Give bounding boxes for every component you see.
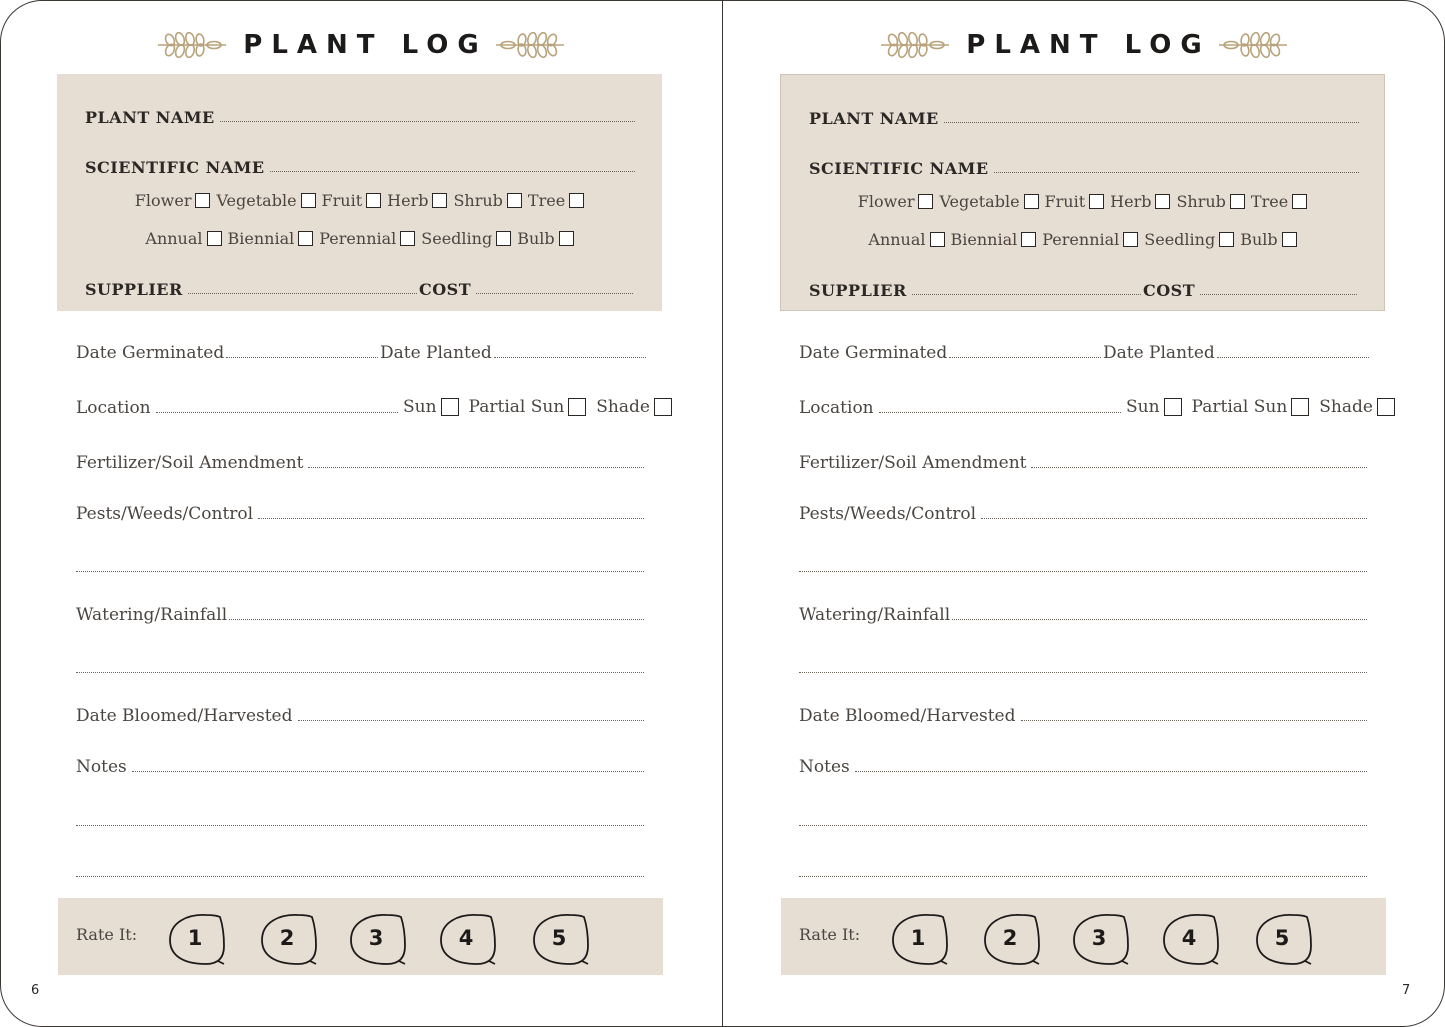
option-biennial[interactable] <box>228 229 314 248</box>
plant-name-field[interactable] <box>85 108 635 127</box>
checkbox[interactable] <box>400 231 415 246</box>
checkbox[interactable] <box>1024 194 1039 209</box>
checkbox[interactable] <box>507 193 522 208</box>
option-label: Flower <box>134 191 192 210</box>
option-flower[interactable] <box>858 192 934 211</box>
page-title <box>723 30 1445 70</box>
date-germinated-label: Date Germinated <box>799 343 948 363</box>
write-line[interactable] <box>799 875 1367 877</box>
option-vegetable[interactable] <box>216 191 315 210</box>
option-label: Bulb <box>1240 230 1278 249</box>
notes-field[interactable] <box>76 757 644 777</box>
option-label: Tree <box>1250 192 1289 211</box>
option-fruit[interactable] <box>322 191 382 210</box>
write-line[interactable] <box>308 466 644 468</box>
option-label: Annual <box>868 230 926 249</box>
write-line[interactable] <box>76 824 644 826</box>
write-line[interactable] <box>799 570 1367 572</box>
date-planted-field[interactable] <box>380 343 646 363</box>
write-line[interactable] <box>188 292 417 294</box>
rating-value: 1 <box>910 926 926 950</box>
page-number: 6 <box>31 983 40 998</box>
rating-leaf-5[interactable] <box>1253 912 1315 966</box>
write-line[interactable] <box>76 671 644 673</box>
option-label: Biennial <box>950 230 1018 249</box>
option-shade[interactable] <box>596 397 672 417</box>
date-germinated-field[interactable] <box>76 343 378 363</box>
write-line[interactable] <box>1031 466 1367 468</box>
laurel-sprig-icon <box>494 31 566 59</box>
bloomed-field[interactable] <box>76 706 644 726</box>
checkbox[interactable] <box>1089 194 1104 209</box>
title-text: PLANT LOG <box>966 30 1211 60</box>
option-annual[interactable] <box>145 229 221 248</box>
option-label: Vegetable <box>216 191 297 210</box>
option-label: Seedling <box>1144 230 1216 249</box>
write-line[interactable] <box>132 770 644 772</box>
rating-leaf-1[interactable] <box>166 912 228 966</box>
checkbox[interactable] <box>1282 232 1297 247</box>
date-planted-label: Date Planted <box>1103 343 1215 363</box>
watering-field[interactable] <box>799 605 1367 625</box>
rating-panel <box>781 898 1386 975</box>
watering-field[interactable] <box>76 605 644 625</box>
date-planted-label: Date Planted <box>380 343 492 363</box>
checkbox[interactable] <box>559 231 574 246</box>
option-bulb[interactable] <box>1240 230 1296 249</box>
write-line[interactable] <box>949 356 1101 358</box>
option-label: Vegetable <box>939 192 1020 211</box>
write-line[interactable] <box>156 411 398 413</box>
option-label: Shade <box>596 397 650 417</box>
option-label: Perennial <box>1042 230 1120 249</box>
plant-type-options <box>781 192 1384 211</box>
checkbox[interactable] <box>432 193 447 208</box>
write-line[interactable] <box>76 570 644 572</box>
checkbox[interactable] <box>207 231 222 246</box>
checkbox[interactable] <box>918 194 933 209</box>
rating-value: 3 <box>368 926 384 950</box>
option-label: Herb <box>387 191 429 210</box>
rating-value: 4 <box>458 926 474 950</box>
rating-value: 2 <box>279 926 295 950</box>
pests-label: Pests/Weeds/Control <box>76 504 254 524</box>
option-shrub[interactable] <box>453 191 521 210</box>
rating-leaf-1[interactable] <box>889 912 951 966</box>
option-label: Shrub <box>453 191 503 210</box>
option-label: Annual <box>145 229 203 248</box>
option-label: Seedling <box>421 229 493 248</box>
write-line[interactable] <box>258 517 644 519</box>
rating-label: Rate It: <box>799 925 861 944</box>
option-label: Fruit <box>321 191 363 210</box>
location-label: Location <box>799 398 874 418</box>
option-label: Biennial <box>227 229 295 248</box>
checkbox[interactable] <box>1377 398 1395 416</box>
title-text: PLANT LOG <box>243 30 488 60</box>
rating-leaf-2[interactable] <box>981 912 1043 966</box>
supplier-field[interactable] <box>85 280 417 299</box>
bloomed-label: Date Bloomed/Harvested <box>799 706 1016 726</box>
rating-leaf-3[interactable] <box>347 912 409 966</box>
write-line[interactable] <box>220 120 635 122</box>
cost-label: COST <box>1143 281 1196 300</box>
scientific-name-label: SCIENTIFIC NAME <box>809 159 989 178</box>
write-line[interactable] <box>855 770 1367 772</box>
supplier-field[interactable] <box>809 281 1141 300</box>
notes-label: Notes <box>76 757 127 777</box>
plant-header-panel <box>57 74 662 311</box>
lifecycle-options <box>57 229 662 248</box>
write-line[interactable] <box>879 411 1121 413</box>
cost-label: COST <box>419 280 472 299</box>
checkbox[interactable] <box>1230 194 1245 209</box>
option-tree[interactable] <box>1251 192 1307 211</box>
rating-panel <box>58 898 663 975</box>
checkbox[interactable] <box>930 232 945 247</box>
supplier-label: SUPPLIER <box>809 281 907 300</box>
write-line[interactable] <box>494 356 646 358</box>
laurel-sprig-icon <box>879 31 951 59</box>
option-label: Fruit <box>1044 192 1086 211</box>
bloomed-field[interactable] <box>799 706 1367 726</box>
option-annual[interactable] <box>868 230 944 249</box>
rating-value: 5 <box>1274 926 1290 950</box>
rating-value: 1 <box>187 926 203 950</box>
write-line[interactable] <box>229 618 644 620</box>
fertilizer-field[interactable] <box>799 453 1367 473</box>
rating-value: 3 <box>1091 926 1107 950</box>
option-label: Sun <box>1126 397 1160 417</box>
checkbox[interactable] <box>1219 232 1234 247</box>
checkbox[interactable] <box>1123 232 1138 247</box>
option-herb[interactable] <box>387 191 447 210</box>
scientific-name-label: SCIENTIFIC NAME <box>85 158 265 177</box>
option-seedling[interactable] <box>1144 230 1234 249</box>
page-left <box>0 0 722 1027</box>
write-line[interactable] <box>944 121 1359 123</box>
page-title <box>0 30 722 70</box>
pests-label: Pests/Weeds/Control <box>799 504 977 524</box>
bloomed-label: Date Bloomed/Harvested <box>76 706 293 726</box>
checkbox[interactable] <box>1021 232 1036 247</box>
pests-field[interactable] <box>76 504 644 524</box>
option-label: Bulb <box>517 229 555 248</box>
checkbox[interactable] <box>568 398 586 416</box>
write-line[interactable] <box>1217 356 1369 358</box>
checkbox[interactable] <box>366 193 381 208</box>
fertilizer-field[interactable] <box>76 453 644 473</box>
write-line[interactable] <box>476 292 633 294</box>
write-line[interactable] <box>799 671 1367 673</box>
plant-name-field[interactable] <box>809 109 1359 128</box>
rating-leaf-2[interactable] <box>258 912 320 966</box>
write-line[interactable] <box>799 824 1367 826</box>
option-bulb[interactable] <box>517 229 573 248</box>
notes-label: Notes <box>799 757 850 777</box>
option-label: Perennial <box>319 229 397 248</box>
watering-label: Watering/Rainfall <box>76 605 228 625</box>
write-line[interactable] <box>1200 293 1357 295</box>
rating-value: 5 <box>551 926 567 950</box>
write-line[interactable] <box>994 171 1359 173</box>
option-seedling[interactable] <box>421 229 511 248</box>
checkbox[interactable] <box>1155 194 1170 209</box>
option-herb[interactable] <box>1110 192 1170 211</box>
write-line[interactable] <box>1021 719 1367 721</box>
option-sun[interactable] <box>1126 397 1182 417</box>
fertilizer-label: Fertilizer/Soil Amendment <box>799 453 1027 473</box>
laurel-sprig-icon <box>156 31 228 59</box>
write-line[interactable] <box>981 517 1367 519</box>
checkbox[interactable] <box>301 193 316 208</box>
sun-exposure-options <box>403 397 672 417</box>
write-line[interactable] <box>298 719 644 721</box>
watering-label: Watering/Rainfall <box>799 605 951 625</box>
option-label: Herb <box>1110 192 1152 211</box>
page-number: 7 <box>1402 983 1411 998</box>
notes-field[interactable] <box>799 757 1367 777</box>
fertilizer-label: Fertilizer/Soil Amendment <box>76 453 304 473</box>
option-shade[interactable] <box>1319 397 1395 417</box>
checkbox[interactable] <box>1164 398 1182 416</box>
scientific-name-field[interactable] <box>809 159 1359 178</box>
option-partial-sun[interactable] <box>469 397 587 417</box>
option-vegetable[interactable] <box>939 192 1038 211</box>
option-perennial[interactable] <box>319 229 415 248</box>
rating-value: 4 <box>1181 926 1197 950</box>
laurel-sprig-icon <box>1217 31 1289 59</box>
location-label: Location <box>76 398 151 418</box>
option-sun[interactable] <box>403 397 459 417</box>
option-label: Tree <box>527 191 566 210</box>
checkbox[interactable] <box>195 193 210 208</box>
write-line[interactable] <box>270 170 635 172</box>
sun-exposure-options <box>1126 397 1395 417</box>
plant-name-label: PLANT NAME <box>85 108 215 127</box>
option-flower[interactable] <box>135 191 211 210</box>
rating-leaf-3[interactable] <box>1070 912 1132 966</box>
plant-name-label: PLANT NAME <box>809 109 939 128</box>
option-label: Partial Sun <box>1191 397 1288 417</box>
cost-field[interactable] <box>1143 281 1357 300</box>
date-germinated-field[interactable] <box>799 343 1101 363</box>
write-line[interactable] <box>226 356 378 358</box>
checkbox[interactable] <box>1291 398 1309 416</box>
option-tree[interactable] <box>528 191 584 210</box>
checkbox[interactable] <box>1292 194 1307 209</box>
option-label: Partial Sun <box>468 397 565 417</box>
rating-value: 2 <box>1002 926 1018 950</box>
cost-field[interactable] <box>419 280 633 299</box>
option-label: Shade <box>1319 397 1373 417</box>
rating-leaf-4[interactable] <box>1160 912 1222 966</box>
write-line[interactable] <box>76 875 644 877</box>
plant-header-panel <box>780 74 1385 311</box>
location-field[interactable] <box>799 398 1121 418</box>
option-label: Flower <box>857 192 915 211</box>
option-shrub[interactable] <box>1176 192 1244 211</box>
rating-leaf-5[interactable] <box>530 912 592 966</box>
option-biennial[interactable] <box>951 230 1037 249</box>
scientific-name-field[interactable] <box>85 158 635 177</box>
location-field[interactable] <box>76 398 398 418</box>
option-perennial[interactable] <box>1042 230 1138 249</box>
checkbox[interactable] <box>654 398 672 416</box>
date-planted-field[interactable] <box>1103 343 1369 363</box>
option-label: Sun <box>403 397 437 417</box>
checkbox[interactable] <box>298 231 313 246</box>
option-label: Shrub <box>1176 192 1226 211</box>
option-fruit[interactable] <box>1045 192 1105 211</box>
rating-leaf-4[interactable] <box>437 912 499 966</box>
write-line[interactable] <box>912 293 1141 295</box>
checkbox[interactable] <box>441 398 459 416</box>
option-partial-sun[interactable] <box>1192 397 1310 417</box>
checkbox[interactable] <box>496 231 511 246</box>
plant-type-options <box>57 191 662 210</box>
date-germinated-label: Date Germinated <box>76 343 225 363</box>
write-line[interactable] <box>952 618 1367 620</box>
pests-field[interactable] <box>799 504 1367 524</box>
lifecycle-options <box>781 230 1384 249</box>
rating-label: Rate It: <box>76 925 138 944</box>
page-right <box>723 0 1445 1027</box>
checkbox[interactable] <box>569 193 584 208</box>
supplier-label: SUPPLIER <box>85 280 183 299</box>
